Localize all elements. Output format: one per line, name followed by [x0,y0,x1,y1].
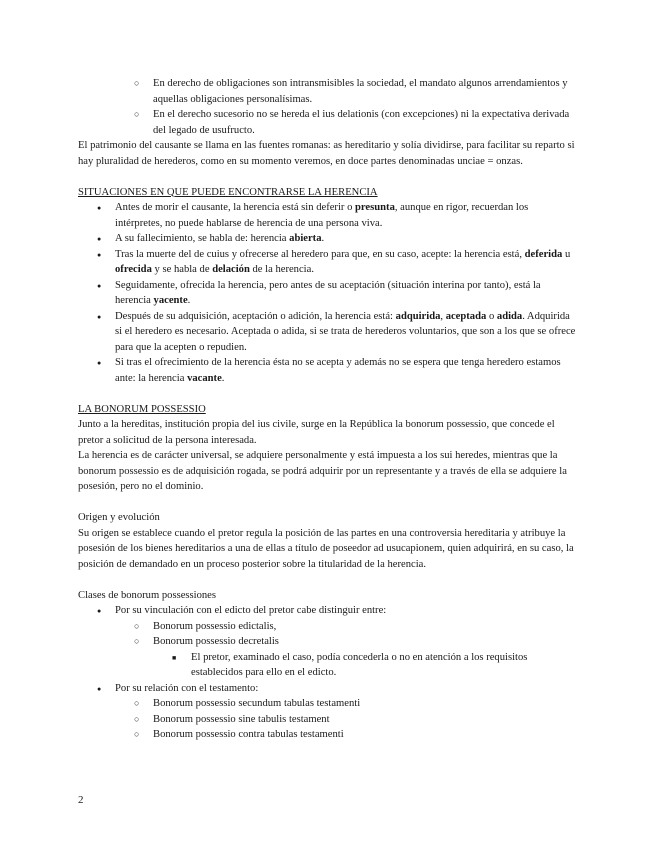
list-item: ● Después de su adquisición, aceptación o adición, la herencia está: adquirida, aceptada o adida. Adquirida si el heredero es necesario. Aceptada o adida, si se trata de herederos voluntarios, que son a los que se ofrece para que la acepten o repudien. [78,309,578,356]
bullet-icon [97,603,101,620]
origen-title: Origen y evolución [78,512,160,523]
patrimonio-paragraph: El patrimonio del causante se llama en las fuentes romanas: as hereditario y solía dividirse, para facilitar su reparto si hay pluralidad de herederos, como en su momento veremos, en doce partes denominadas unciae = onzas. [78,140,575,167]
list-item: ○ Bonorum possessio sine tabulis testament [78,712,578,728]
list-item: ● Por su relación con el testamento: [78,681,578,697]
list-item: ● Si tras el ofrecimiento de la herencia ésta no se acepta y además no se espera que tenga heredero estamos ante: la herencia vacante. [78,355,578,386]
circle-bullet-icon [134,619,139,635]
situaciones-list [78,200,578,386]
list-item: ○ En derecho de obligaciones son intransmisibles la sociedad, el mandato algunos arrendamientos y aquellas obligaciones personalísimas. [78,76,578,107]
bullet-icon [97,309,101,326]
circle-bullet-icon [134,712,139,728]
circle-bullet-icon [134,696,139,712]
circle-bullet-icon [134,727,139,743]
list-item: ○ Bonorum possessio decretalis [78,634,578,650]
bonorum-paragraph-2: La herencia es de carácter universal, se adquiere personalmente y está impuesta a los sui heredes, mientras que la bonorum possessio es de adquisición rogada, se podrá adquirir por un representante y a través de ella se adquiere la posesión, pero no el dominio. [78,450,567,492]
top-sublist [78,76,578,138]
bullet-icon [97,200,101,217]
bullet-icon [97,355,101,372]
circle-bullet-icon [134,107,139,123]
bonorum-paragraph-1: Junto a la hereditas, institución propia del ius civile, surge en la República la bonorum possessio, que concede el pretor a solicitud de la persona interesada. [78,419,555,446]
bullet-icon [97,681,101,698]
bonorum-heading: LA BONORUM POSSESSIO [78,403,206,415]
square-bullet-icon [172,650,176,667]
list-item: ● A su fallecimiento, se habla de: herencia abierta. [78,231,578,247]
situaciones-heading: SITUACIONES EN QUE PUEDE ENCONTRARSE LA HERENCIA [78,186,378,198]
list-item: ● Por su vinculación con el edicto del pretor cabe distinguir entre: [78,603,578,619]
list-item: ○ En el derecho sucesorio no se hereda el ius delationis (con excepciones) ni la expectativa derivada del legado de usufructo. [78,107,578,138]
bullet-icon [97,278,101,295]
list-item: ○ Bonorum possessio edictalis, [78,619,578,635]
list-item: ● Antes de morir el causante, la herencia está sin deferir o presunta, aunque en rigor, recuerdan los intérpretes, no puede hablarse de herencia de una persona viva. [78,200,578,231]
clases-title: Clases de bonorum possessiones [78,589,217,601]
bullet-icon [97,247,101,264]
list-item: ● Seguidamente, ofrecida la herencia, pero antes de su aceptación (situación interina por tanto), está la herencia yacente. [78,278,578,309]
list-item: ■ El pretor, examinado el caso, podía concederla o no en atención a los requisitos establecidos para ello en el edicto. [78,650,578,681]
circle-bullet-icon [134,76,139,92]
list-item: ○ Bonorum possessio secundum tabulas testamenti [78,696,578,712]
bullet-icon [97,231,101,248]
page-number: 2 [78,794,84,806]
document-page [78,76,578,743]
list-item: ● Tras la muerte del de cuius y ofrecerse al heredero para que, en su caso, acepte: la herencia está, deferida u ofrecida y se habla de delación de la herencia. [78,247,578,278]
list-item: ○ Bonorum possessio contra tabulas testamenti [78,727,578,743]
circle-bullet-icon [134,634,139,650]
origen-paragraph: Su origen se establece cuando el pretor regula la posición de las partes en una controversia hereditaria y atribuye la posesión de los bienes hereditarios a una de ellas a título de poseedor ad usucapionem, quien adquirirá, en su caso, la posición de demandado en un proceso posterior sobre la titularidad de la herencia. [78,527,574,570]
clases-list [78,603,578,743]
